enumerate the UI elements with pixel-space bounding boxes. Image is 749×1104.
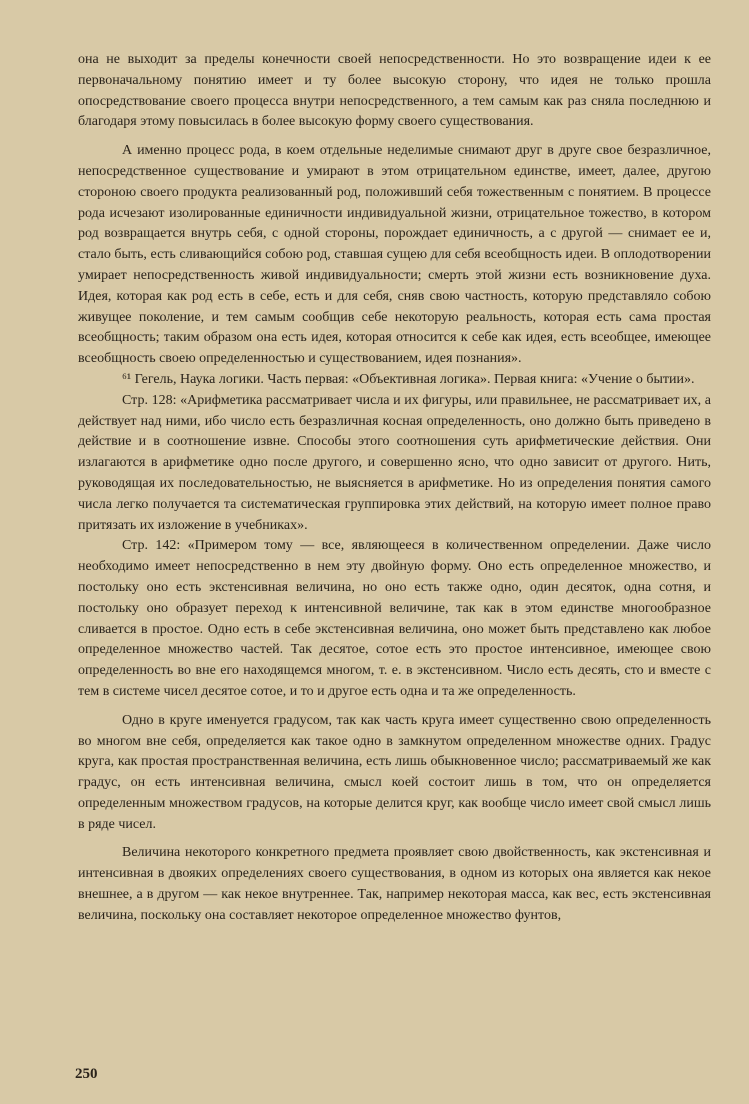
paragraph-page-128: Стр. 128: «Арифметика рассматривает числа и их фигуры, или правильнее, не рассматривает их, а действует над ними, ибо число есть безразличная косная определенность, оно должно быть приведено в действие и в соотношение извне. Способы этого соотношения суть арифметические действия. Они излагаются в арифметике одно после другого, и совершенно ясно, что одно зависит от другого. Нить, руководящая их последовательностью, не выясняется в арифметике. Но из определения понятия самого числа легко получается та систематическая группировка этих действий, на которую имеет полное право притязать их изложение в учебниках». xyxy=(78,392,711,533)
paragraph-genus-process: А именно процесс рода, в коем отдельные неделимые снимают друг в друге свое безразличное, непосредственное существование и умирают в этом отрицательном единстве, имеет, далее, другою стороною своего продукта реализованный род, положивший себя тожественным с понятием. В процессе рода исчезают изолированные единичности индивидуальной жизни, отрицательное тожество, в котором род возвращается внутрь себя, с одной стороны, порождает единичность, а с другой — снимает ее и, стало быть, есть сливающийся собою род, ставшая сущею для себя всеобщность идеи. В оплодотворении умирает непосредственность живой индивидуальности; смерть этой жизни есть возникновение духа. Идея, которая как род есть в себе, есть и для себя, сняв свою частность, которую представляло собою живущее поколение, и тем самым сообщив себе некоторую реальность, которая есть сама простая всеобщность; таким образом она есть идея, которая относится к себе как идея, есть всеобщее, имеющее всеобщность своею определенностью и существованием, идея познания». xyxy=(78,143,711,367)
page-number: 250 xyxy=(75,1066,98,1082)
paragraph-degree: Одно в круге именуется градусом, так как часть круга имеет существенно свою определенность во многом вне себя, определяется как такое одно в замкнутом определенном множестве одних. Градус круга, как простая пространственная величина, есть лишь обыкновенное число; рассматриваемый же как градус, он есть интенсивная величина, смысл коей состоит лишь в том, что он определяется определенным множеством градусов, на которые делится круг, как вообще число имеет свой смысл лишь в ряде чисел. xyxy=(78,712,711,832)
page-body xyxy=(78,50,711,927)
footnote-reference: ⁶¹ Гегель, Наука логики. Часть первая: «Объективная логика». Первая книга: «Учение о бытии». xyxy=(122,371,695,387)
paragraph-page-142: Стр. 142: «Примером тому — все, являющееся в количественном определении. Даже число необходимо имеет непосредственно в нем эту двойную форму. Оно есть определенное множество, и постольку оно есть экстенсивная величина, но оно есть также одно, один десяток, одна сотня, и постольку оно образует переход к интенсивной величине, так как в этом единстве многообразное сливается в простое. Одно есть в себе экстенсивная величина, оно может быть представлено как любое определенное множество частей. Так десятое, сотое есть это простое интенсивное, имеющее свою определенность во вне его находящемся многом, т. е. в экстенсивном. Число есть десять, сто и вместе с тем в системе чисел десятое сотое, и то и другое есть одна и та же определенность. xyxy=(78,538,711,699)
paragraph-continuation: она не выходит за пределы конечности своей непосредственности. Но это возвращение идеи к ее первоначальному понятию имеет и ту более высокую сторону, что идея не только прошла опосредствование своего процесса внутри непосредственного, а тем самым как раз сняла последнюю и благодаря этому повысилась в более высокую форму своего существования. xyxy=(78,52,711,130)
paragraph-magnitude: Величина некоторого конкретного предмета проявляет свою двойственность, как экстенсивная и интенсивная в двояких определениях своего существования, в одном из которых она является как некое внешнее, а в другом — как некое внутреннее. Так, например некоторая масса, как вес, есть экстенсивная величина, поскольку она составляет некоторое определенное множество фунтов, xyxy=(78,845,711,923)
